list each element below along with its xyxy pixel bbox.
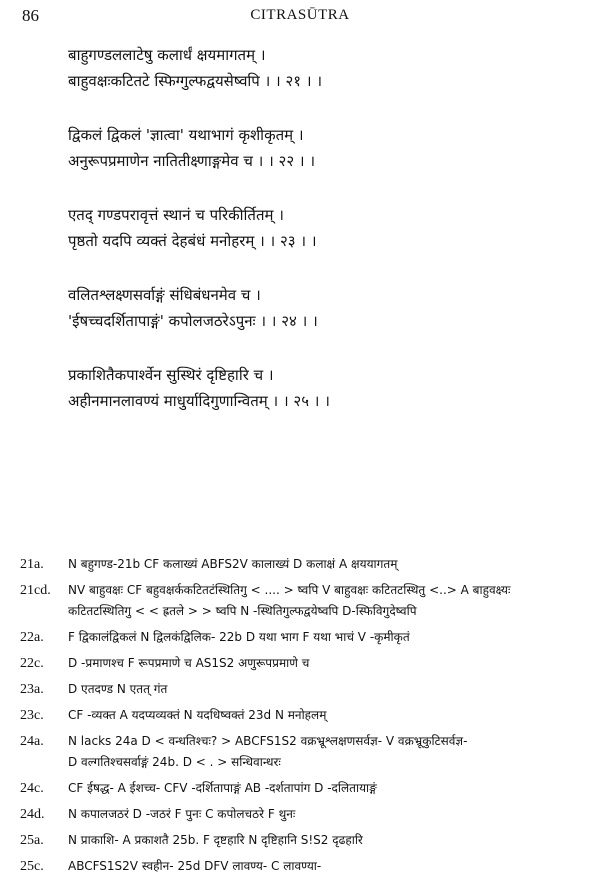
footnote-23c: [20, 705, 588, 726]
footnote-text: [68, 627, 588, 648]
verse-line: 'ईषच्चदर्शितापाङ्गं' कपोलजठरेऽपुनः । । २४ । ।: [68, 312, 318, 330]
verse-stanza-23: [68, 202, 578, 254]
footnote-text: [68, 731, 588, 773]
footnote-line: D एतदण्ड N एतत् गंत: [68, 682, 168, 696]
verse-line: पृष्ठतो यदपि व्यक्तं देहबंधं मनोहरम् । । २३ । ।: [68, 232, 317, 250]
verse-stanza-21: [68, 42, 578, 94]
footnote-21cd: [20, 580, 588, 622]
footnote-24a: [20, 731, 588, 773]
critical-apparatus: [20, 554, 588, 882]
footnote-24c: [20, 778, 588, 799]
verse-stanza-24: [68, 282, 578, 334]
footnote-line: N प्राकाशि- A प्रकाशतै 25b. F दृष्टहारि N दृष्टिहानि S!S2 दृढहारि: [68, 833, 363, 847]
footnote-label: 22a.: [20, 630, 44, 645]
footnote-label: 22c.: [20, 656, 44, 671]
footnote-line: N बहुगण्ड-21b CF कलाख्यं ABFS2V कालाख्यं D कलाक्षं A क्षययागतम्: [68, 557, 398, 571]
footnote-line: F द्विकालंद्विकलं N द्विलकंद्विलिक- 22b D यथा भाग F यथा भाचं V -कृमीकृतं: [68, 630, 410, 644]
verse-line: बाहुगण्डललाटेषु कलार्धं क्षयमागतम् ।: [68, 46, 266, 64]
footnote-label: 21cd.: [20, 583, 51, 598]
verse-stanza-25: [68, 362, 578, 414]
footnote-25a: [20, 830, 588, 851]
verse-line: द्विकलं द्विकलं 'ज्ञात्वा' यथाभागं कृशीकृतम् ।: [68, 126, 304, 144]
footnote-text: [68, 653, 588, 674]
footnote-label: 23c.: [20, 708, 44, 723]
footnote-line: ABCFS1S2V स्वहीन- 25d DFV लावण्य- C लावण्या-: [68, 859, 322, 873]
verse-stanza-22: [68, 122, 578, 174]
running-title: CITRASŪTRA: [250, 7, 350, 23]
verse-line: अनुरूपप्रमाणेन नातितीक्ष्णाङ्गमेव च । । २२ । ।: [68, 152, 316, 170]
footnote-text: [68, 830, 588, 851]
footnote-24d: [20, 804, 588, 825]
verse-section: [68, 42, 578, 442]
footnote-text: [68, 804, 588, 825]
footnote-22c: [20, 653, 588, 674]
verse-line: एतद् गण्डपरावृत्तं स्थानं च परिकीर्तितम् ।: [68, 206, 284, 224]
footnote-22a: [20, 627, 588, 648]
footnote-23a: [20, 679, 588, 700]
footnote-text: [68, 679, 588, 700]
footnote-line: CF -व्यक्त A यदप्यव्यक्तं N यदधिष्वक्तं 23d N मनोहलम्: [68, 708, 327, 722]
verse-line: वलितश्लक्ष्णसर्वाङ्गं संधिबंधनमेव च ।: [68, 286, 261, 304]
verse-line: प्रकाशितैकपार्श्वेन सुस्थिरं दृष्टिहारि च ।: [68, 366, 274, 384]
footnote-label: 25c.: [20, 859, 44, 874]
footnote-text: [68, 705, 588, 726]
footnote-label: 24c.: [20, 781, 44, 796]
footnote-text: [68, 554, 588, 575]
page-number: 86: [22, 6, 39, 25]
footnote-text: [68, 856, 588, 877]
footnote-21a: [20, 554, 588, 575]
footnote-text: [68, 580, 588, 622]
footnote-line: N lacks 24a D < वन्धतिश्चः? > ABCFS1S2 वक्रभ्रूश्लक्षणसर्वज्ञ- V वक्रभ्रूकुटिसर्वज्ञ-: [68, 734, 468, 748]
footnote-label: 23a.: [20, 682, 44, 697]
footnote-label: 24d.: [20, 807, 45, 822]
verse-line: बाहुवक्षःकटितटे स्फिग्गुल्फद्वयसेष्वपि । । २१ । ।: [68, 72, 322, 90]
footnote-label: 25a.: [20, 833, 44, 848]
footnote-line: D -प्रमाणश्च F रूपप्रमाणे च AS1S2 अणुरूपप्रमाणे च: [68, 656, 310, 670]
footnote-text: [68, 778, 588, 799]
footnote-line: NV बाहुवक्षः CF बहुवक्षर्ककटितटंस्थितिगु < .... > ष्वपि V बाहुवक्षः कटितटस्थितु <..> A बाहुवक्ष्यः: [68, 583, 511, 597]
verse-line: अहीनमानलावण्यं माधुर्यादिगुणान्वितम् । । २५ । ।: [68, 392, 330, 410]
footnote-label: 24a.: [20, 734, 44, 749]
footnote-line: N कपालजठरं D -जठरं F पुनः C कपोलचठरे F थुनः: [68, 807, 296, 821]
footnote-25c: [20, 856, 588, 877]
footnote-line: CF ईषद्ध- A ईशच्च- CFV -दर्शितापाङ्गं AB -दर्शतापांग D -दलितायाङ्गं: [68, 781, 377, 795]
footnote-line: कटितटस्थितिगु < < ह्रतले > > ष्वपि N -स्थितिगुल्फद्वयेष्वपि D-स्फिविगुदेष्वपि: [68, 604, 417, 618]
page-header: [22, 6, 578, 28]
footnote-label: 21a.: [20, 557, 44, 572]
footnote-line: D वल्गतिश्चसर्वाङ्गं 24b. D < . > सन्धिवान्धरः: [68, 755, 281, 769]
